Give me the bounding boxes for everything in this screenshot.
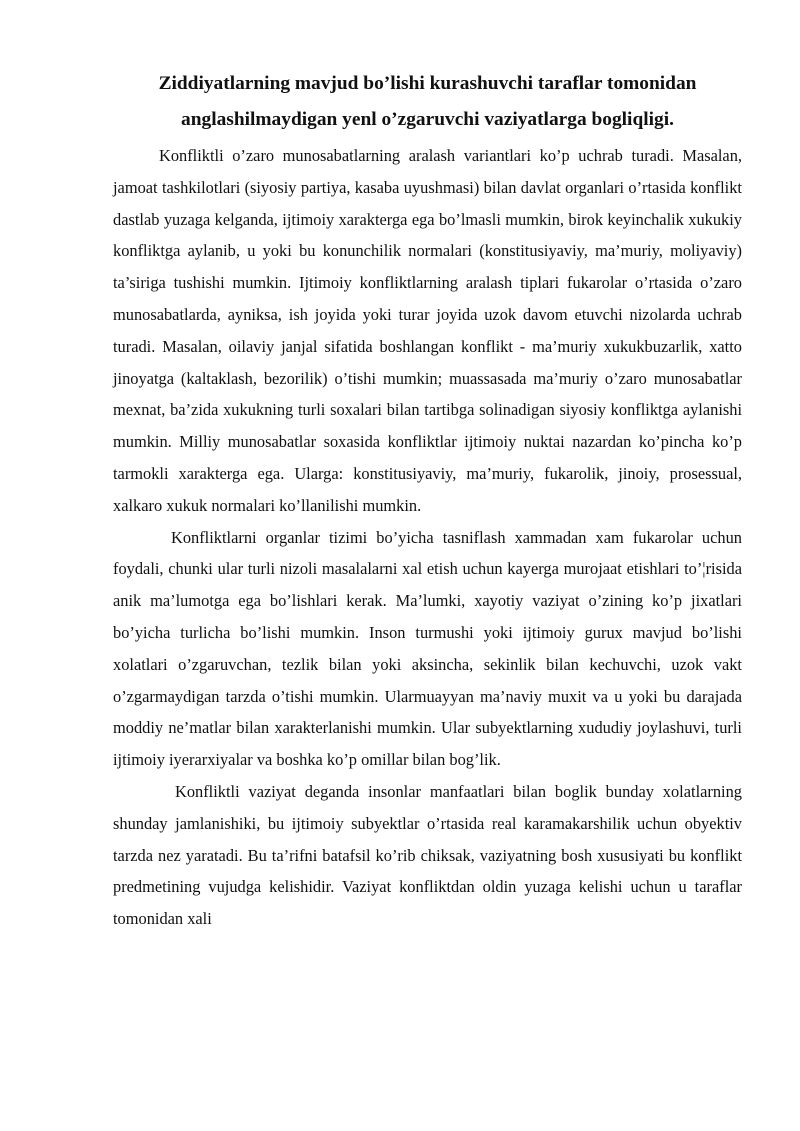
paragraph-2: Konfliktlarni organlar tizimi bo’yicha tasniflash xammadan xam fukarolar uchun foydali, chunki ular turli nizoli masalalarni xal etish uchun kayerga murojaat etishlari to’¦risida anik ma’lumotga ega bo’lishlari kerak. Ma’lumki, xayotiy vaziyat o’zining ko’p jixatlari bo’yicha turlicha bo’lishi mumkin. Inson turmushi yoki ijtimoiy gurux mavjud bo’lishi xolatlari o’zgaruvchan, tezlik bilan yoki aksincha, sekinlik bilan kechuvchi, uzok vakt o’zgarmaydigan tarzda o’tishi mumkin. Ularmuayyan ma’naviy muxit va u yoki bu darajada moddiy ne’matlar bilan xarakterlanishi mumkin. Ular subyektlarning xududiy joylashuvi, turli ijtimoiy iyerarxiyalar va boshka ko’p omillar bilan bog’lik.: [113, 527, 742, 770]
document-title: Ziddiyatlarning mavjud bo’lishi kurashuvchi taraflar tomonidan anglashilmaydigan yenl o’zgaruvchi vaziyatlarga bogliqligi.: [158, 73, 697, 130]
paragraph-3: Konfliktli vaziyat deganda insonlar manfaatlari bilan boglik bunday xolatlarning shunday jamlanishiki, bu ijtimoiy subyektlar o’rtasida real karamakarshilik uchun obyektiv tarzda nez yaratadi. Bu ta’rifni batafsil ko’rib chiksak, vaziyatning bosh xususiyati bu konflikt predmetining vujudga kelishidir. Vaziyat konfliktdan oldin yuzaga kelishi uchun u taraflar tomonidan xali: [113, 781, 742, 929]
document-page: [113, 66, 742, 935]
paragraph-1: Konfliktli o’zaro munosabatlarning aralash variantlari ko’p uchrab turadi. Masalan, jamoat tashkilotlari (siyosiy partiya, kasaba uyushmasi) bilan davlat organlari o’rtasida konflikt dastlab yuzaga kelganda, ijtimoiy xarakterga ega bo’lmasli mumkin, birok keyinchalik xukukiy konfliktga aylanib, u yoki bu konunchilik normalari (konstitusiyaviy, ma’muriy, moliyaviy) ta’siriga tushishi mumkin. Ijtimoiy konfliktlarning aralash tiplari fukarolar o’rtasida o’zaro munosabatlarda, ayniksa, ish joyida yoki turar joyida uzok davom etuvchi nizolarda uchrab turadi. Masalan, oilaviy janjal sifatida boshlangan konflikt - ma’muriy xukukbuzarlik, xatto jinoyatga (kaltaklash, bezorilik) o’tishi mumkin; muassasada ma’muriy o’zaro munosabatlar mexnat, ba’zida xukukning turli soxalari bilan tartibga solinadigan siyosiy konfliktga aylanishi mumkin. Milliy munosabatlar soxasida konfliktlar ijtimoiy nuktai nazardan ko’pincha ko’p tarmokli xarakterga ega. Ularga: konstitusiyaviy, ma’muriy, fukarolik, jinoiy, prosessual, xalkaro xukuk normalari ko’llanilishi mumkin.: [113, 146, 742, 515]
